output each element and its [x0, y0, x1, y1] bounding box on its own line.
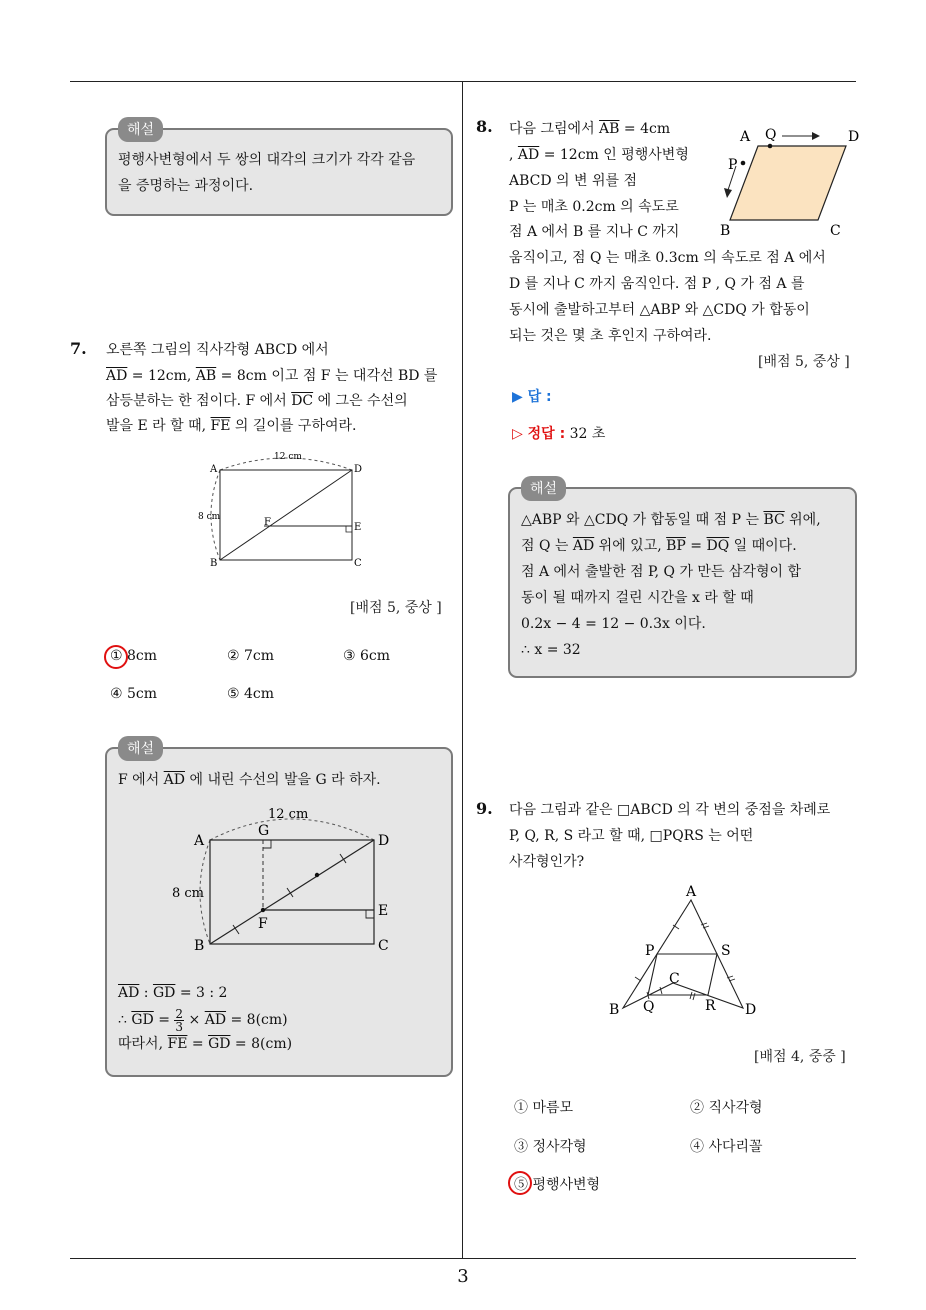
- q7-figure: [196, 448, 371, 572]
- label-E: E: [378, 903, 389, 919]
- label-P: P: [645, 943, 655, 959]
- q8-answer-label: ▶ 답 :: [512, 389, 552, 405]
- q9-text-line: 다음 그림과 같은 □ABCD 의 각 변의 중점을 차례로: [509, 802, 831, 818]
- q9-number: 9.: [476, 799, 493, 818]
- q9-text-line: 사각형인가?: [509, 854, 585, 870]
- q8-score: [배점 5, 중상 ]: [758, 354, 850, 370]
- q7-score: [배점 5, 중상 ]: [350, 600, 442, 616]
- label-Q: Q: [765, 127, 777, 143]
- q8-explain-line: 동이 될 때까지 걸린 시간을 x 라 할 때: [521, 590, 754, 606]
- fraction-two-thirds: $\frac{2}{3}$: [175, 1006, 184, 1034]
- q9-text-line: P, Q, R, S 라고 할 때, □PQRS 는 어떤: [509, 828, 754, 844]
- page-number: 3: [457, 1266, 469, 1287]
- label-D: D: [745, 1002, 757, 1018]
- q8-correct-answer: ▷ 정답 : 32 초: [512, 426, 606, 442]
- q8-explain-line: 점 Q 는 $\overline{AD}$ 위에 있고, $\overline{BP} = \overline{DQ}$ 일 때이다.: [521, 538, 797, 554]
- q7-therefore-line: ∴ $\overline{GD}$ = $\frac{2}{3}$ × $\overline{AD} = 8(cm)$: [118, 1006, 288, 1034]
- label-C: C: [354, 558, 362, 569]
- label-R: R: [705, 998, 716, 1014]
- q8-text-line: ABCD 의 변 위를 점: [509, 173, 638, 189]
- label-G: G: [258, 823, 270, 839]
- label-F: F: [258, 916, 268, 932]
- q8-text-line: P 는 매초 0.2cm 의 속도로: [509, 199, 679, 215]
- label-D: D: [848, 129, 860, 145]
- q7-conclude-line: 따라서, $\overline{FE} = \overline{GD} = 8(cm)$: [118, 1036, 293, 1052]
- q9-choice-5[interactable]: ⑤ 평행사변형: [514, 1177, 601, 1193]
- q7-choice-2[interactable]: ② 7cm: [227, 648, 275, 664]
- explain-line: 평행사변형에서 두 쌍의 대각의 크기가 각각 같음: [118, 152, 416, 168]
- explain-tag: 해설: [118, 117, 163, 142]
- label-left: 8 cm: [198, 512, 221, 522]
- q8-explain-line: 0.2x − 4 = 12 − 0.3x 이다.: [521, 616, 706, 632]
- label-B: B: [609, 1002, 620, 1018]
- q8-text-line: 점 A 에서 B 를 지나 C 까지: [509, 224, 680, 240]
- label-C: C: [669, 971, 680, 987]
- segment-AD: $\overline{AD}$: [106, 368, 128, 384]
- q8-text-line: D 를 지나 C 까지 움직인다. 점 P , Q 가 점 A 를: [509, 276, 805, 292]
- label-S: S: [721, 943, 731, 959]
- q8-figure: [712, 120, 872, 240]
- q7-choice-3[interactable]: ③ 6cm: [343, 648, 391, 664]
- label-left: 8 cm: [172, 886, 205, 901]
- q8-text-line: 되는 것은 몇 초 후인지 구하여라.: [509, 328, 712, 344]
- q8-text-line: 다음 그림에서 $\overline{AB} = 4cm$: [509, 121, 671, 137]
- q8-explain-line: △ABP 와 △CDQ 가 합동일 때 점 P 는 $\overline{BC}$ 위에,: [521, 512, 821, 528]
- q8-number: 8.: [476, 117, 493, 136]
- q9-score: [배점 4, 중중 ]: [754, 1049, 846, 1065]
- segment-DC: $\overline{DC}$: [291, 393, 314, 409]
- segment-AB: $\overline{AB}$: [195, 368, 217, 384]
- label-C: C: [378, 938, 389, 954]
- q7-text-line: 삼등분하는 한 점이다. F 에서 $\overline{DC}$ 에 그은 수선의: [106, 393, 408, 409]
- q9-choice-3[interactable]: ③ 정사각형: [514, 1139, 587, 1155]
- explain-box-top: [105, 128, 453, 216]
- q7-explain-line: F 에서 $\overline{AD}$ 에 내린 수선의 발을 G 라 하자.: [118, 772, 381, 788]
- q7-explain-figure: [168, 800, 393, 960]
- segment-FE: $\overline{FE}$: [210, 418, 231, 434]
- q8-explain-line: ∴ x = 32: [521, 642, 581, 658]
- label-A: A: [194, 833, 205, 849]
- label-top: 12 cm: [268, 807, 309, 822]
- column-divider: [462, 82, 463, 1258]
- label-D: D: [354, 464, 363, 475]
- q7-choice-5[interactable]: ⑤ 4cm: [227, 686, 275, 702]
- label-A: A: [740, 129, 751, 145]
- explain-line: 을 증명하는 과정이다.: [118, 178, 254, 194]
- label-D: D: [378, 833, 390, 849]
- label-E: E: [354, 522, 362, 533]
- q8-text-line: 움직이고, 점 Q 는 매초 0.3cm 의 속도로 점 A 에서: [509, 250, 826, 266]
- label-B: B: [720, 223, 731, 239]
- q7-choice-1[interactable]: ① 8cm: [110, 648, 158, 664]
- label-A: A: [210, 464, 218, 475]
- q7-text-line: 오른쪽 그림의 직사각형 ABCD 에서: [106, 342, 329, 358]
- label-A: A: [686, 884, 697, 900]
- label-F: F: [264, 517, 271, 528]
- q9-choice-1[interactable]: ① 마름모: [514, 1100, 574, 1116]
- q7-number: 7.: [70, 339, 87, 358]
- label-P: P: [728, 157, 738, 173]
- label-Q: Q: [643, 999, 655, 1015]
- label-B: B: [194, 938, 205, 954]
- q9-choice-2[interactable]: ② 직사각형: [690, 1100, 763, 1116]
- q9-choice-4[interactable]: ④ 사다리꼴: [690, 1139, 763, 1155]
- label-top: 12 cm: [274, 452, 302, 462]
- top-rule: [70, 81, 856, 82]
- q7-choice-4[interactable]: ④ 5cm: [110, 686, 158, 702]
- bottom-rule: [70, 1258, 856, 1259]
- q7-ratio-line: $\overline{AD}$ : $\overline{GD} = 3$ : 2: [118, 985, 228, 1001]
- explain-tag: 해설: [118, 736, 163, 761]
- q8-text-line: , $\overline{AD} = 12cm$ 인 평행사변형: [509, 147, 689, 163]
- explain-tag: 해설: [521, 476, 566, 501]
- q7-text-line: $\overline{AD} = 12cm$, $\overline{AB} = 8cm$ 이고 점 F 는 대각선 BD 를: [106, 368, 438, 384]
- q8-explain-line: 점 A 에서 출발한 점 P, Q 가 만든 삼각형이 합: [521, 564, 801, 580]
- label-C: C: [830, 223, 841, 239]
- q9-figure: [605, 880, 770, 1020]
- q8-text-line: 동시에 출발하고부터 △ABP 와 △CDQ 가 합동이: [509, 302, 810, 318]
- q7-text-line: 발을 E 라 할 때, $\overline{FE}$ 의 길이를 구하여라.: [106, 418, 357, 434]
- label-B: B: [210, 558, 218, 569]
